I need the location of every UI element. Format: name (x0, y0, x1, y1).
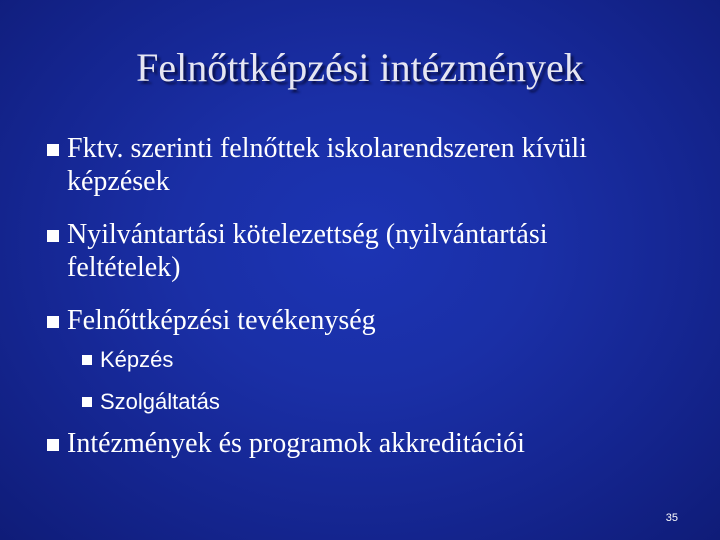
square-bullet-icon (47, 144, 59, 156)
slide-number: 35 (665, 512, 678, 524)
sub-bullet-text: Képzés (100, 347, 174, 372)
bullet-text-line: feltételek) (67, 252, 181, 283)
bullet-item (67, 218, 548, 284)
bullet-item (67, 427, 525, 460)
sub-bullet-item (100, 387, 220, 417)
bullet-text-line: Felnőttképzési tevékenység (67, 305, 376, 336)
bullet-text-line: Fktv. szerinti felnőttek iskolarendszeren kívüli (67, 133, 587, 164)
square-bullet-icon (47, 439, 59, 451)
square-bullet-icon (82, 355, 92, 365)
bullet-item (67, 132, 587, 198)
sub-bullet-item (100, 345, 173, 375)
square-bullet-icon (47, 230, 59, 242)
bullet-text-line: képzések (67, 166, 170, 197)
square-bullet-icon (47, 316, 59, 328)
bullet-text-line: Intézmények és programok akkreditációi (67, 428, 525, 459)
slide-title: Felnőttképzési intézmények (136, 45, 584, 90)
bullet-item (67, 304, 376, 337)
square-bullet-icon (82, 397, 92, 407)
bullet-text-line: Nyilvántartási kötelezettség (nyilvántartási (67, 219, 548, 250)
sub-bullet-text: Szolgáltatás (100, 389, 220, 414)
